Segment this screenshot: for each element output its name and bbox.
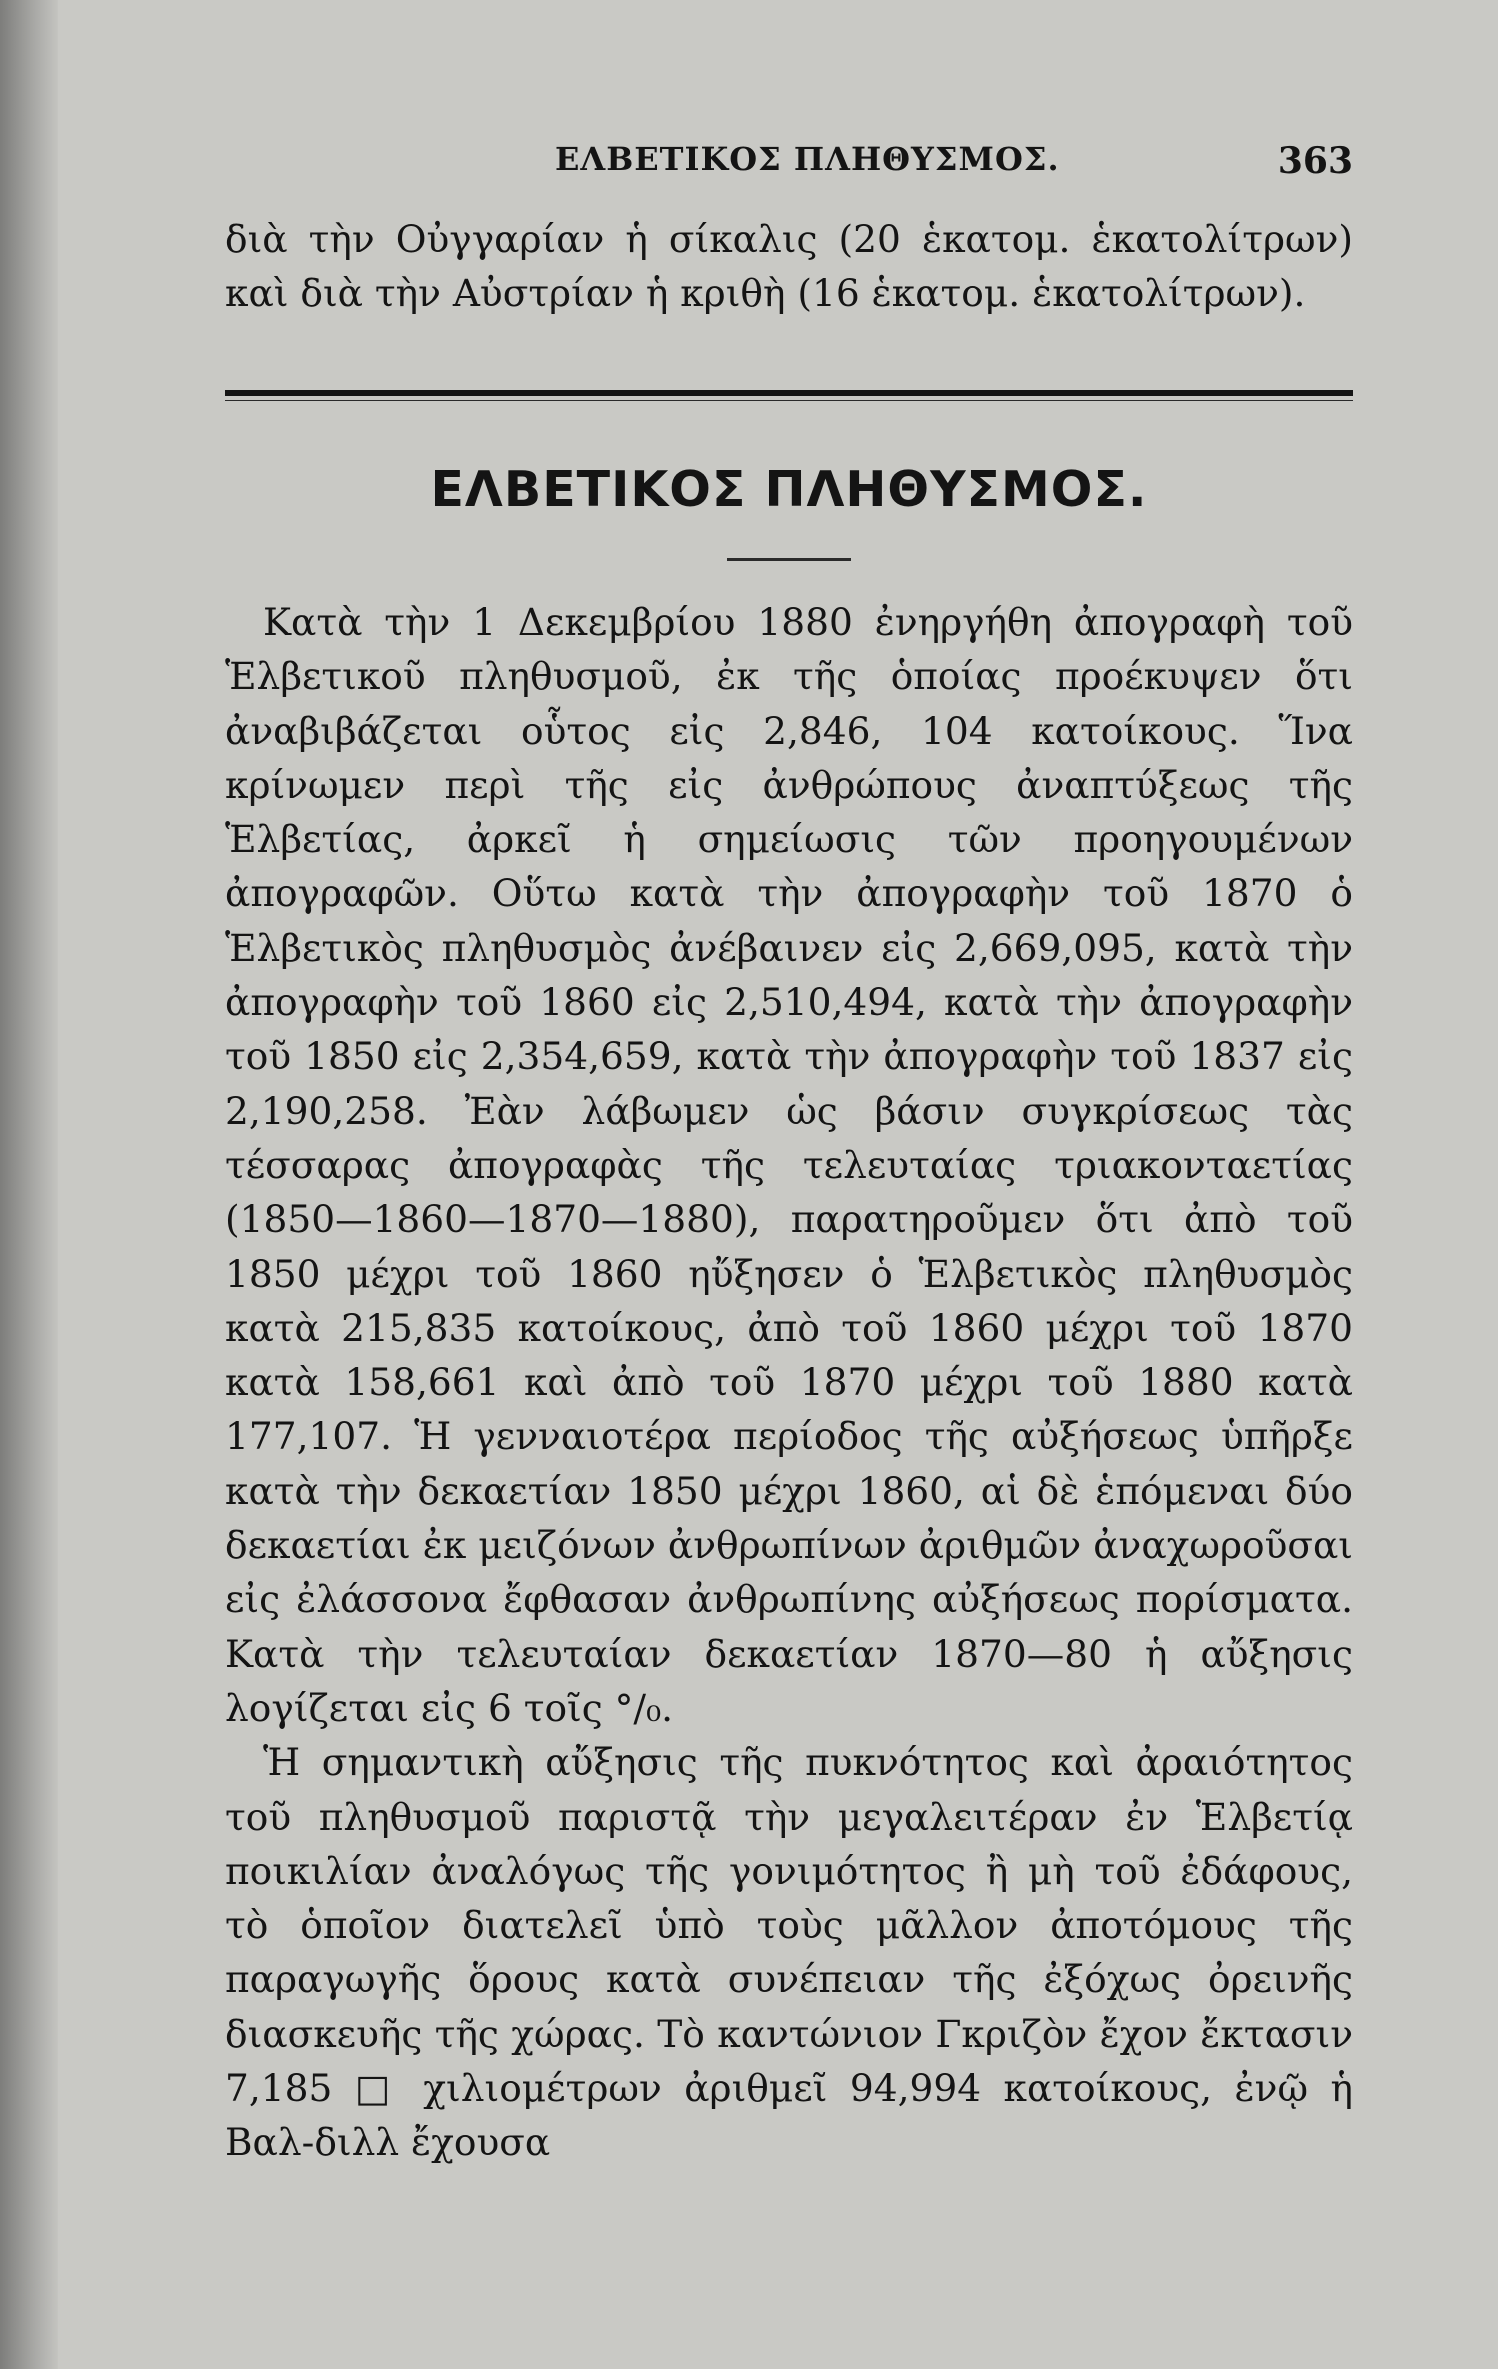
running-title: ΕΛΒΕΤΙΚΟΣ ΠΛΗΘΥΣΜΟΣ.	[555, 140, 1060, 178]
running-head	[225, 140, 1353, 204]
page-number: 363	[1277, 140, 1353, 182]
section-divider-thin	[225, 400, 1353, 401]
body-paragraph-1: Κατὰ τὴν 1 Δεκεμβρίου 1880 ἐνηργήθη ἀπογραφὴ τοῦ Ἑλβετικοῦ πληθυσμοῦ, ἐκ τῆς ὁποίας προέκυψεν ὅτι ἀναβιβάζεται οὗτος εἰς 2,846, 104 κατοίκους. Ἵνα κρίνωμεν περὶ τῆς εἰς ἀνθρώπους ἀναπτύξεως τῆς Ἑλβετίας, ἀρκεῖ ἡ σημείωσις τῶν προηγουμένων ἀπογραφῶν. Οὕτω κατὰ τὴν ἀπογραφὴν τοῦ 1870 ὁ Ἑλβετικὸς πληθυσμὸς ἀνέβαινεν εἰς 2,669,095, κατὰ τὴν ἀπογραφὴν τοῦ 1860 εἰς 2,510,494, κατὰ τὴν ἀπογραφὴν τοῦ 1850 εἰς 2,354,659, κατὰ τὴν ἀπογραφὴν τοῦ 1837 εἰς 2,190,258. Ἐὰν λάβωμεν ὡς βάσιν συγκρίσεως τὰς τέσσαρας ἀπογραφὰς τῆς τελευταίας τριακονταετίας (1850—1860—1870—1880), παρατηροῦμεν ὅτι ἀπὸ τοῦ 1850 μέχρι τοῦ 1860 ηὔξησεν ὁ Ἑλβετικὸς πληθυσμὸς κατὰ 215,835 κατοίκους, ἀπὸ τοῦ 1860 μέχρι τοῦ 1870 κατὰ 158,661 καὶ ἀπὸ τοῦ 1870 μέχρι τοῦ 1880 κατὰ 177,107. Ἡ γενναιοτέρα περίοδος τῆς αὐξήσεως ὑπῆρξε κατὰ τὴν δεκαετίαν 1850 μέχρι 1860, αἱ δὲ ἑπόμεναι δύο δεκαετίαι ἐκ μειζόνων ἀνθρωπίνων ἀριθμῶν ἀναχωροῦσαι εἰς ἐλάσσονα ἔφθασαν ἀνθρωπίνης αὐξήσεως πορίσματα. Κατὰ τὴν τελευταίαν δεκαετίαν 1870—80 ἡ αὔξησις λογίζεται εἰς 6 τοῖς °/₀.	[225, 600, 1353, 1730]
scan-gutter-shadow	[0, 0, 58, 2369]
carryover-paragraph: διὰ τὴν Οὐγγαρίαν ἡ σίκαλις (20 ἑκατομ. ἑκατολίτρων) καὶ διὰ τὴν Αὐστρίαν ἡ κριθὴ (16 ἑκατομ. ἑκατολίτρων).	[225, 217, 1353, 315]
heading-underline	[727, 558, 851, 561]
section-heading: ΕΛΒΕΤΙΚΟΣ ΠΛΗΘΥΣΜΟΣ.	[430, 461, 1148, 518]
book-page	[225, 140, 1353, 2170]
body-paragraph-2: Ἡ σημαντικὴ αὔξησις τῆς πυκνότητος καὶ ἀραιότητος τοῦ πληθυσμοῦ παριστᾷ τὴν μεγαλειτέραν ἐν Ἑλβετίᾳ ποικιλίαν ἀναλόγως τῆς γονιμότητος ἢ μὴ τοῦ ἐδάφους, τὸ ὁποῖον διατελεῖ ὑπὸ τοὺς μᾶλλον ἀποτόμους τῆς παραγωγῆς ὅρους κατὰ συνέπειαν τῆς ἐξόχως ὀρεινῆς διασκευῆς τῆς χώρας. Τὸ καντώνιον Γκριζὸν ἔχον ἔκτασιν 7,185 □ χιλιομέτρων ἀριθμεῖ 94,994 κατοίκους, ἐνῷ ἡ Βαλ-διλλ ἔχουσα	[225, 1740, 1353, 2165]
section-divider-thick	[225, 390, 1353, 396]
